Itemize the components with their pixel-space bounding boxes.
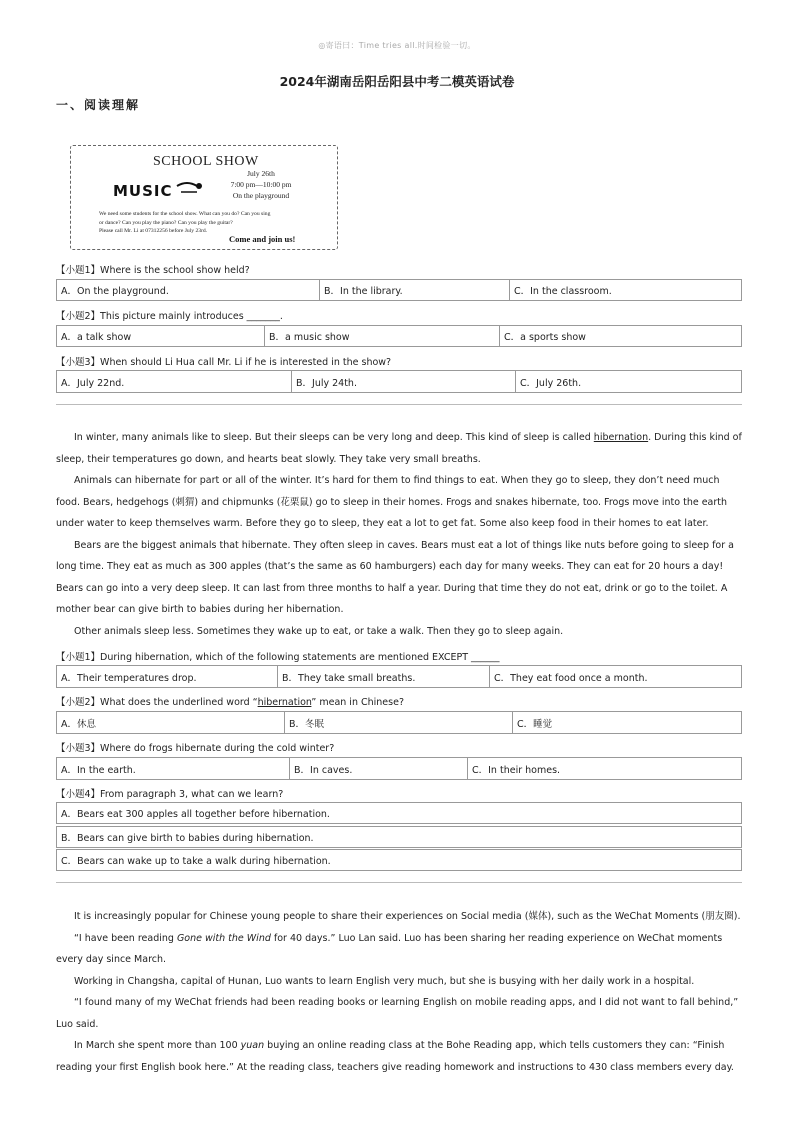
option-c[interactable]: C．They eat food once a month.	[494, 672, 648, 684]
poster-notice-line1: We need some students for the school show. What can you do? Can you sing	[99, 211, 271, 217]
question-p2-4: 【小题4】From paragraph 3, what can we learn?	[56, 789, 284, 800]
option-b[interactable]: B．They take small breaths.	[278, 666, 490, 687]
paragraph-text: for 40 days.” Luo Lan said. Luo has been sharing her reading experience on WeChat moments every day since March.	[56, 932, 723, 965]
question-text: ” mean in Chinese?	[311, 697, 404, 708]
header-note: ◎寄语曰：Time tries all.时间检验一切。	[318, 41, 476, 50]
passage-hibernation	[56, 427, 742, 642]
question-p1-2: 【小题2】This picture mainly introduces _______.	[56, 311, 283, 322]
option-c[interactable]: C．In their homes.	[472, 764, 561, 776]
italic-word: yuan	[240, 1040, 265, 1051]
paragraph-text: buying an online reading class at the Bohe Reading app, which tells customers they can: “Finish reading your first English book here.” At the reading class, teachers give reading homework and instructions to 430 class members every day.	[56, 1040, 734, 1073]
page-title: 2024年湖南岳阳岳阳县中考二模英语试卷	[279, 74, 515, 89]
option-b[interactable]: B．冬眠	[285, 712, 513, 733]
paragraph-text: “I have been reading	[74, 932, 177, 944]
underlined-word: hibernation	[257, 697, 312, 708]
paragraph-text: In winter, many animals like to sleep. But their sleeps can be very long and deep. This kind of sleep is called	[74, 432, 594, 443]
paragraph: “I found many of my WeChat friends had been reading books or learning English on mobile reading apps, and I did not want to fall behind,” Luo said.	[56, 997, 739, 1030]
poster-date	[221, 168, 301, 201]
option-b[interactable]: B．Bears can give birth to babies during hibernation.	[56, 826, 742, 848]
option-c[interactable]: C．a sports show	[504, 332, 586, 343]
option-b[interactable]: B．In caves.	[290, 758, 468, 779]
option-a[interactable]: A．July 22nd.	[57, 371, 292, 392]
options-p1-2	[56, 325, 742, 347]
question-p2-1: 【小题1】During hibernation, which of the following statements are mentioned EXCEPT ______	[56, 652, 500, 663]
options-p1-1	[56, 279, 742, 301]
paragraph	[56, 1035, 742, 1078]
paragraph: It is increasingly popular for Chinese young people to share their experiences on Social media (媒体), such as the WeChat Moments (朋友圈).	[74, 911, 741, 922]
passage-wechat	[56, 906, 742, 1078]
paragraph	[56, 427, 742, 470]
option-a[interactable]: A．a talk show	[57, 326, 265, 346]
poster-date-line1: July 26th	[247, 169, 275, 178]
poster-notice-line2: or dance? Can you play the piano? Can you play the guitar?	[99, 219, 233, 226]
option-b[interactable]: B．a music show	[265, 326, 500, 346]
paragraph	[56, 928, 742, 971]
option-c[interactable]: C．睡觉	[517, 718, 553, 730]
paragraph: Other animals sleep less. Sometimes they wake up to eat, or take a walk. Then they go to sleep again.	[74, 625, 564, 637]
underlined-word: hibernation	[593, 432, 649, 443]
book-title: Gone with the Wind	[176, 932, 271, 944]
option-a[interactable]: A．On the playground.	[57, 280, 320, 300]
question-p1-1: 【小题1】Where is the school show held?	[56, 265, 250, 276]
paragraph-text: . During this kind of sleep, their temperatures go down, and hearts beat slowly. They take very small breaths.	[56, 432, 742, 465]
question-p1-3: 【小题3】When should Li Hua call Mr. Li if he is interested in the show?	[56, 357, 392, 368]
divider	[56, 404, 742, 405]
option-c[interactable]: C．July 26th.	[520, 377, 582, 389]
question-p2-3: 【小题3】Where do frogs hibernate during the cold winter?	[56, 743, 335, 754]
poster-join: Come and join us!	[229, 234, 296, 244]
option-a[interactable]: A．In the earth.	[57, 758, 290, 779]
options-p2-3	[56, 757, 742, 780]
question-text: 【小题2】What does the underlined word “	[56, 697, 258, 708]
poster-title: SCHOOL SHOW	[153, 154, 259, 169]
divider	[56, 882, 742, 883]
music-logo-icon	[111, 178, 211, 204]
paragraph-text: In March she spent more than 100	[74, 1040, 241, 1051]
question-p2-2	[56, 694, 404, 708]
poster-date-line2: 7:00 pm—10:00 pm	[230, 180, 292, 189]
music-word: MUSIC	[113, 182, 173, 200]
option-a[interactable]: A．Their temperatures drop.	[57, 666, 278, 687]
option-c[interactable]: C．Bears can wake up to take a walk during hibernation.	[56, 849, 742, 871]
options-p1-3	[56, 370, 742, 393]
paragraph: Working in Changsha, capital of Hunan, Luo wants to learn English very much, but she is busying with her daily work in a hospital.	[74, 975, 695, 987]
option-b[interactable]: B．July 24th.	[292, 371, 516, 392]
school-show-poster	[70, 145, 338, 250]
section-heading: 一、阅读理解	[56, 98, 141, 112]
option-a[interactable]: A．Bears eat 300 apples all together before hibernation.	[56, 802, 742, 824]
poster-notice-line3: Please call Mr. Li at 07312256 before July 23rd.	[99, 228, 208, 234]
paragraph: Animals can hibernate for part or all of the winter. It’s hard for them to find things to eat. When they go to sleep, they don’t need much food. Bears, hedgehogs (刺猬) and chipmunks (花栗鼠) go to sleep in their homes. Frogs and snakes hibernate, too. Frogs move into the earth under water to keep themselves warm. Before they go to sleep, they eat a lot to get fat. Some also keep food in their homes to eat later.	[56, 475, 728, 529]
options-p2-2	[56, 711, 742, 734]
poster-notice	[99, 210, 329, 236]
poster-date-line3: On the playground	[232, 191, 290, 200]
option-b[interactable]: B．In the library.	[320, 280, 510, 300]
option-a[interactable]: A．休息	[57, 712, 285, 733]
paragraph: Bears are the biggest animals that hibernate. They often sleep in caves. Bears must eat a lot of things like nuts before going to sleep for a long time. They eat as much as 300 apples (that’s the same as 60 hamburgers) each day for many weeks. They can eat for 20 hours a day! Bears can go into a very deep sleep. It can last from three months to half a year. During that time they do not eat, drink or go to the toilet. A mother bear can give birth to babies during her hibernation.	[56, 539, 734, 615]
option-c[interactable]: C．In the classroom.	[514, 286, 612, 297]
options-p2-1	[56, 665, 742, 688]
